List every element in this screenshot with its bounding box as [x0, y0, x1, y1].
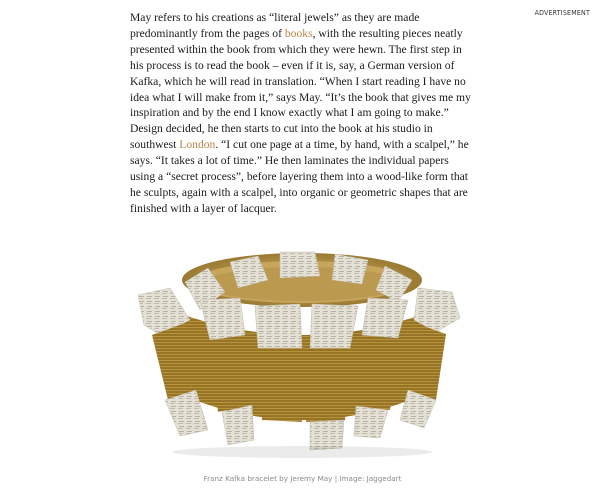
london-link[interactable]: London [179, 138, 216, 152]
paragraph-text-3: . “I cut one page at a time, by hand, with a scalpel,” he says. “It takes a lot of time.” He then laminates the individual papers using a “secret process”, before layering them into a wood-like form that he sculpts, again with a scalpel, into organic or geometric shapes that are finished with a layer of lacquer. [130, 138, 469, 215]
photo-caption: Franz Kafka bracelet by Jeremy May | Image: Jaggedart [203, 474, 402, 483]
advertisement-label: ADVERTISEMENT [534, 9, 590, 17]
paragraph-text-2: , with the resulting pieces neatly presented within the book from which they were hewn. The first step in his process is to read the book – even if it is, say, a German version of Kafka, which he will read in translation. “When I start reading I have no idea what I will make from it,” says May. “It’s the book that gives me my inspiration and by the end I know exactly what I am going to make.” Design decided, he then starts to cut into the book at his studio in southwest [130, 26, 471, 152]
books-link[interactable]: books [284, 26, 313, 40]
article-paragraph [130, 10, 475, 217]
bracelet-photo [130, 240, 475, 465]
paragraph-text-1: May refers to his creations as “literal jewels” as they are made predominantly from the pages of [130, 11, 420, 40]
